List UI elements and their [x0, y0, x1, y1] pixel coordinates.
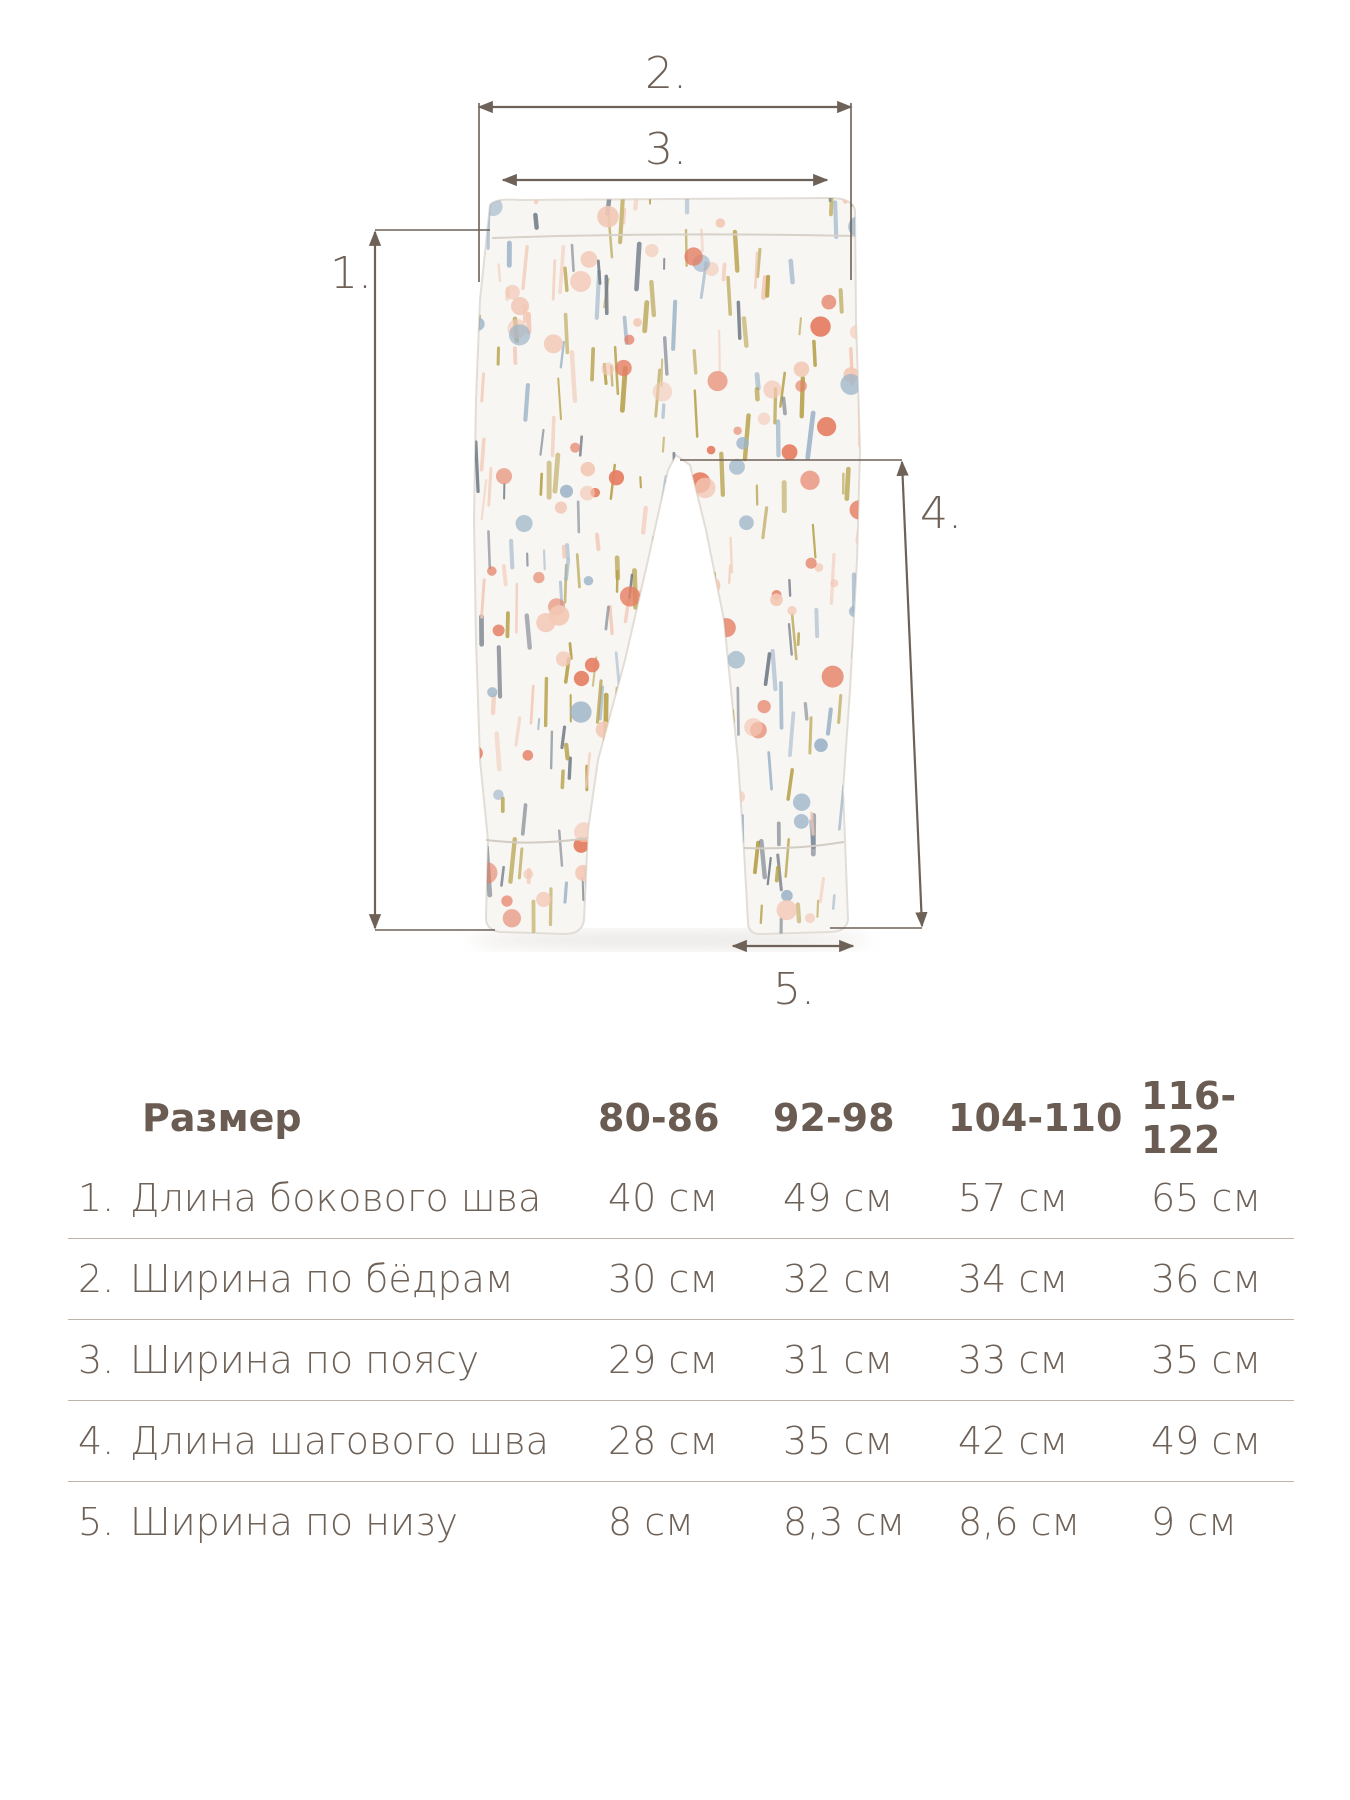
row-value: 28 см — [608, 1419, 718, 1463]
row-value: 35 см — [783, 1419, 893, 1463]
row-value: 57 см — [958, 1176, 1068, 1220]
size-table — [68, 1074, 1294, 1562]
row-name: Длина шагового шва — [130, 1419, 549, 1463]
table-row — [68, 1401, 1294, 1482]
row-number: 5. — [78, 1500, 115, 1544]
row-value: 40 см — [608, 1176, 718, 1220]
row-number: 2. — [78, 1257, 115, 1301]
table-row — [68, 1482, 1294, 1562]
row-value: 8,6 см — [958, 1500, 1081, 1544]
row-value: 8 см — [608, 1500, 694, 1544]
row-name: Ширина по низу — [130, 1500, 459, 1544]
row-value: 42 см — [958, 1419, 1068, 1463]
row-value: 36 см — [1151, 1257, 1261, 1301]
size-header-3: 104-110 — [948, 1096, 1123, 1140]
row-name: Длина бокового шва — [130, 1176, 542, 1220]
row-value: 35 см — [1151, 1338, 1261, 1382]
table-header-row — [68, 1074, 1294, 1162]
row-value: 8,3 см — [783, 1500, 906, 1544]
row-number: 3. — [78, 1338, 115, 1382]
row-value: 49 см — [1151, 1419, 1261, 1463]
row-value: 49 см — [783, 1176, 893, 1220]
row-name: Ширина по поясу — [130, 1338, 480, 1382]
size-header-1: 80-86 — [598, 1096, 720, 1140]
row-value: 29 см — [608, 1338, 718, 1382]
dimension-label-1: 1. — [330, 248, 372, 299]
row-value: 31 см — [783, 1338, 893, 1382]
row-value: 65 см — [1151, 1176, 1261, 1220]
dimension-label-4: 4. — [920, 488, 962, 539]
row-value: 34 см — [958, 1257, 1068, 1301]
row-number: 4. — [78, 1419, 115, 1463]
table-row — [68, 1158, 1294, 1239]
row-number: 1. — [78, 1176, 115, 1220]
dimension-line-4 — [902, 462, 922, 926]
table-row — [68, 1320, 1294, 1401]
dimension-label-3: 3. — [645, 124, 687, 175]
size-header-4: 116-122 — [1141, 1074, 1237, 1162]
size-header-label: Размер — [142, 1096, 302, 1140]
size-header-2: 92-98 — [773, 1096, 895, 1140]
dimension-label-5: 5. — [773, 964, 815, 1015]
row-value: 32 см — [783, 1257, 893, 1301]
table-row — [68, 1239, 1294, 1320]
row-name: Ширина по бёдрам — [130, 1257, 514, 1301]
row-value: 33 см — [958, 1338, 1068, 1382]
dimension-label-2: 2. — [645, 48, 687, 99]
row-value: 30 см — [608, 1257, 718, 1301]
row-value: 9 см — [1151, 1500, 1237, 1544]
